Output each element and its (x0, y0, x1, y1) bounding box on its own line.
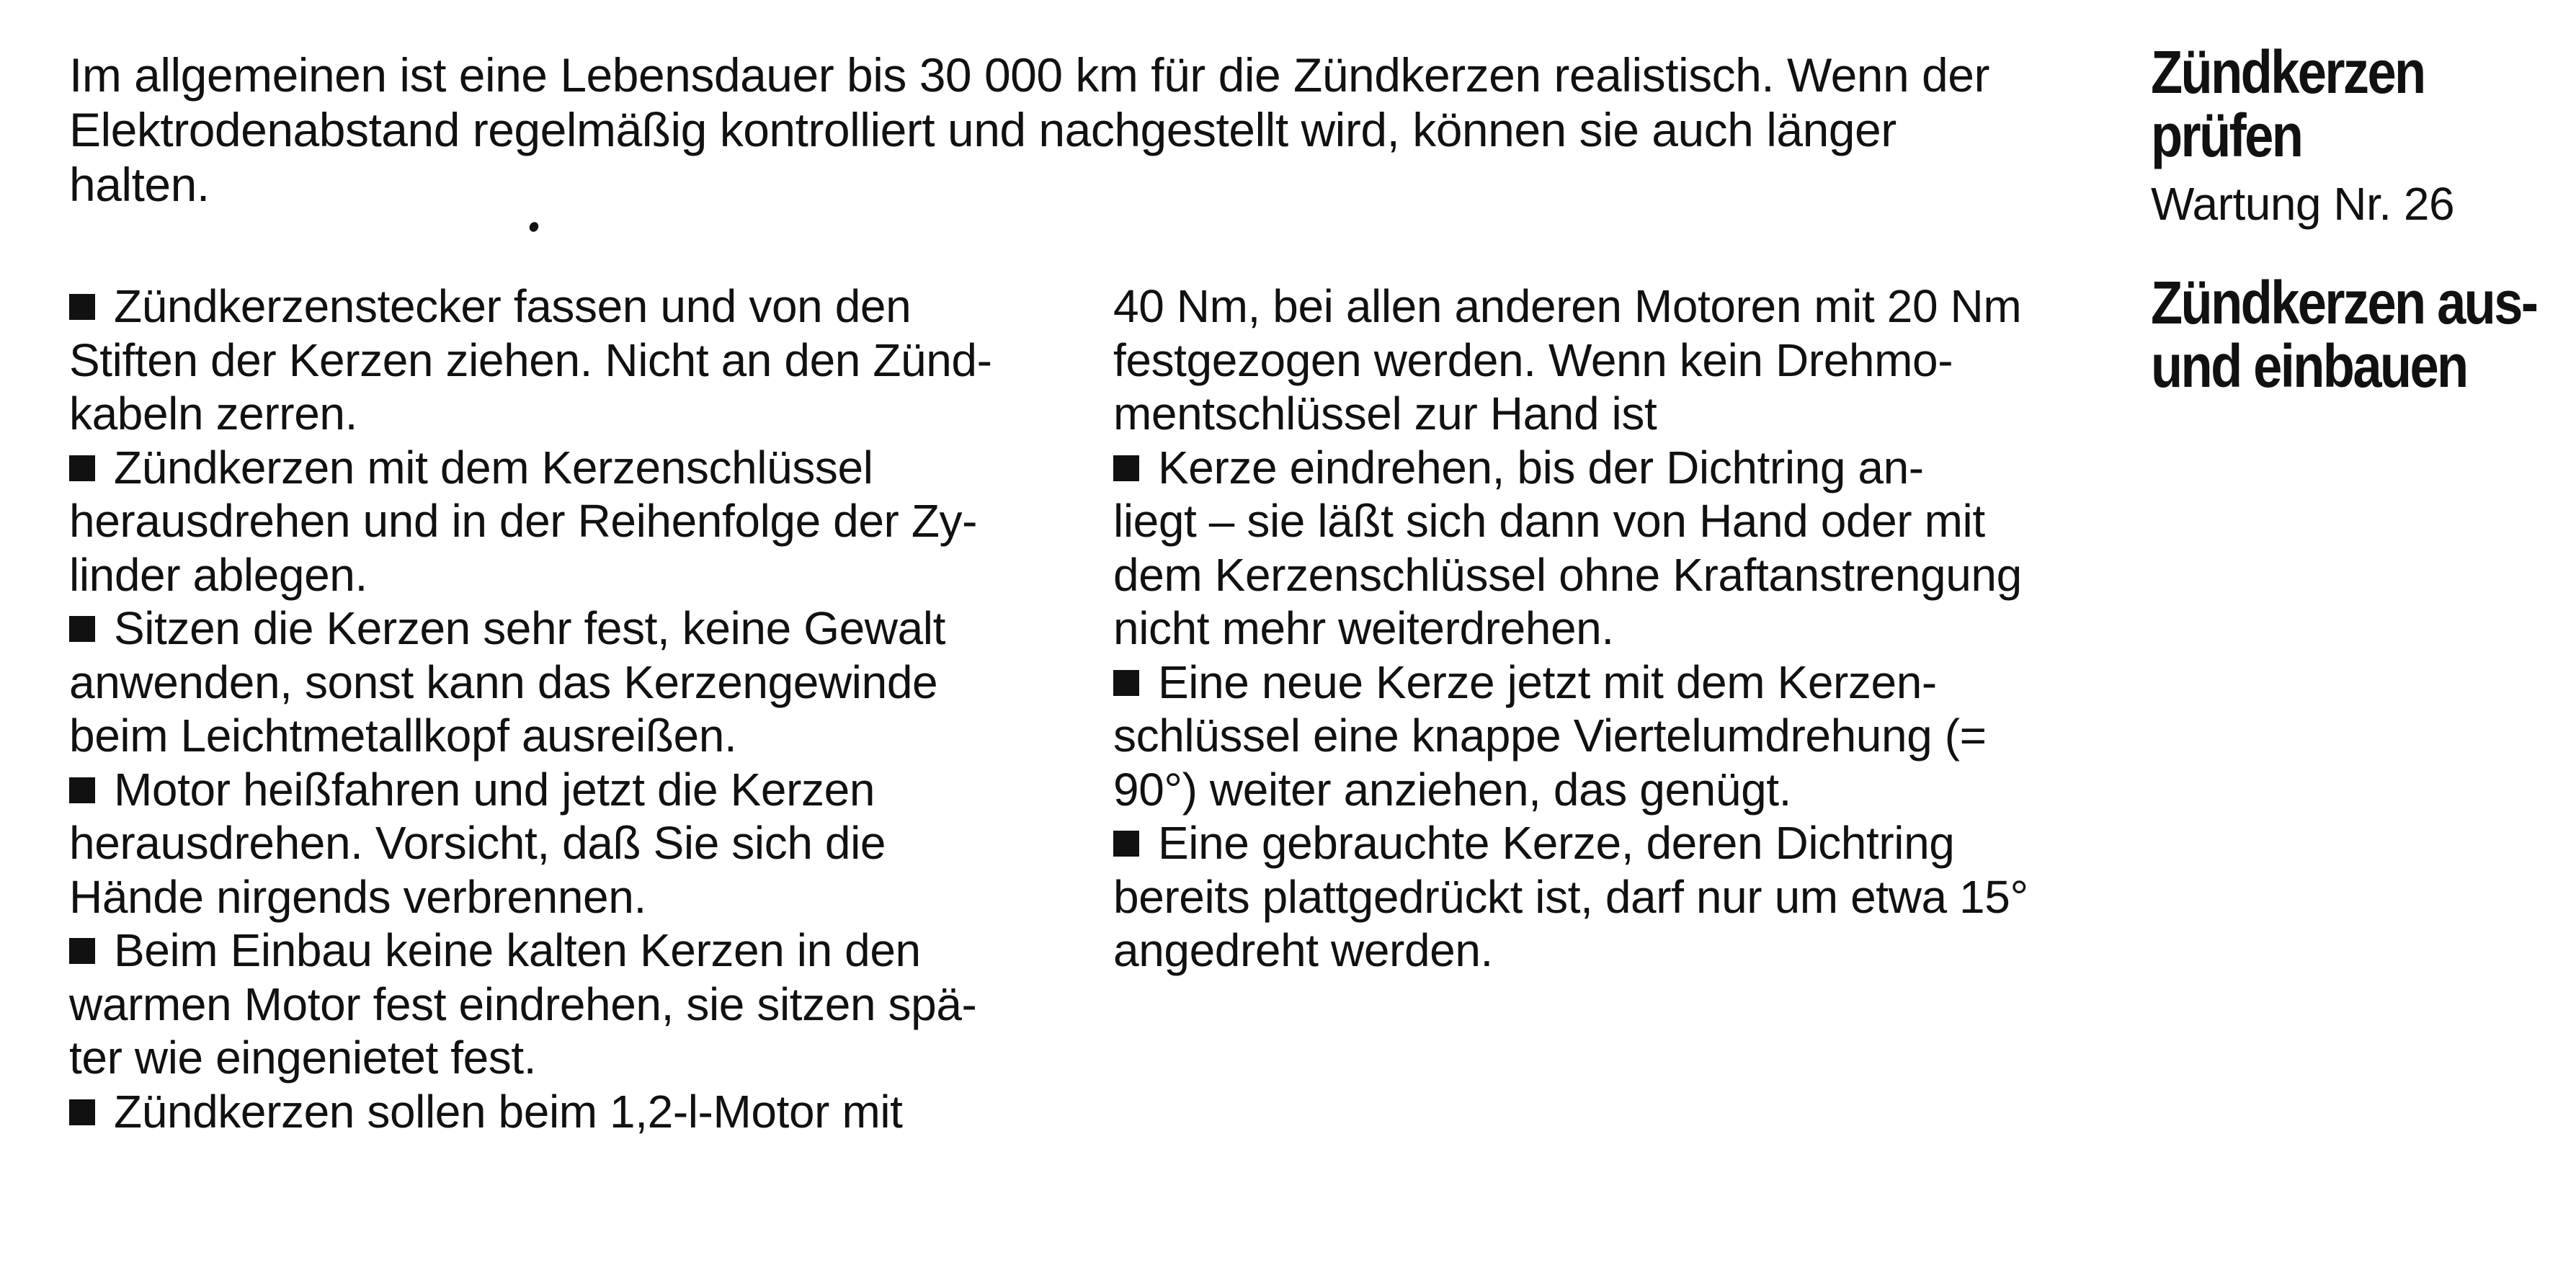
square-bullet-icon (1113, 455, 1139, 481)
section-heading (2151, 40, 2498, 167)
square-bullet-icon (1113, 831, 1139, 857)
right-column (1113, 280, 2082, 978)
list-item-line: dem Kerzenschlüssel ohne Kraftanstrengung (1113, 548, 2022, 601)
list-item-line: Hände nirgends verbrennen. (69, 870, 646, 923)
paragraph-line: mentschlüssel zur Hand ist (1113, 388, 1657, 439)
list-item (69, 441, 1038, 602)
square-bullet-icon (69, 616, 95, 642)
square-bullet-icon (69, 938, 95, 964)
list-item-line: kabeln zerren. (69, 388, 357, 439)
square-bullet-icon (69, 455, 95, 481)
heading-line: und einbauen (2151, 332, 2467, 400)
list-item (69, 280, 1038, 441)
list-item-line: angedreht werden. (1113, 924, 1493, 976)
heading-line: Zündkerzen (2151, 38, 2425, 106)
list-item (69, 602, 1038, 763)
section-subtitle: Wartung Nr. 26 (2151, 178, 2455, 230)
square-bullet-icon (69, 777, 95, 803)
list-item (69, 924, 1038, 1085)
list-item-line: 90°) weiter anziehen, das genügt. (1113, 763, 1792, 816)
list-item-line: bereits plattgedrückt ist, darf nur um etwa 15° (1113, 870, 2028, 923)
paragraph-line: 40 Nm, bei allen anderen Motoren mit 20 Nm (1113, 280, 2022, 332)
list-item-line: liegt – sie läßt sich dann von Hand oder mit (1113, 495, 1985, 547)
list-item-line: schlüssel eine knappe Viertelumdrehung (= (1113, 710, 1987, 761)
list-item-line: Stiften der Kerzen ziehen. Nicht an den Zünd- (69, 334, 992, 386)
heading-line: Zündkerzen aus- (2151, 269, 2537, 336)
intro-paragraph (69, 48, 2080, 212)
intro-line: Im allgemeinen ist eine Lebensdauer bis 30 000 km für die Zündkerzen realistisch. Wenn der (69, 48, 1989, 102)
intro-line: Elektrodenabstand regelmäßig kontrolliert und nachgestellt wird, können sie auch länger (69, 103, 1897, 156)
list-item (1113, 816, 2082, 978)
list-item-line: warmen Motor fest eindrehen, sie sitzen spä- (69, 978, 977, 1030)
section-heading (2151, 269, 2537, 400)
list-item-line: Eine neue Kerze jetzt mit dem Kerzen- (1158, 656, 1937, 708)
list-item-line: nicht mehr weiterdrehen. (1113, 602, 1614, 654)
list-item-line: beim Leichtmetallkopf ausreißen. (69, 710, 737, 761)
list-item-line: Motor heißfahren und jetzt die Kerzen (114, 763, 875, 816)
list-item (1113, 656, 2082, 817)
list-item-line: Sitzen die Kerzen sehr fest, keine Gewalt (114, 602, 945, 654)
square-bullet-icon (1113, 670, 1139, 696)
list-item-line: herausdrehen. Vorsicht, daß Sie sich die (69, 817, 886, 869)
paragraph-line: festgezogen werden. Wenn kein Drehmo- (1113, 334, 1953, 386)
continued-paragraph (1113, 280, 2082, 441)
list-item-line: Zündkerzen sollen beim 1,2-l-Motor mit (114, 1085, 903, 1138)
list-item-line: ter wie eingenietet fest. (69, 1032, 537, 1084)
list-item (1113, 441, 2082, 656)
left-column (69, 280, 1038, 1138)
list-item-line: Beim Einbau keine kalten Kerzen in den (114, 924, 921, 976)
square-bullet-icon (69, 294, 95, 320)
intro-line: halten. (69, 158, 210, 211)
print-speck (527, 220, 540, 233)
heading-line: prüfen (2151, 102, 2302, 169)
list-item-line: herausdrehen und in der Reihenfolge der Zy- (69, 495, 978, 547)
list-item-line: Kerze eindrehen, bis der Dichtring an- (1158, 441, 1924, 493)
list-item-line: Zündkerzen mit dem Kerzenschlüssel (114, 441, 873, 493)
sidebar (2151, 40, 2554, 398)
square-bullet-icon (69, 1099, 95, 1125)
list-item (69, 1085, 1038, 1139)
list-item (69, 763, 1038, 924)
list-item-line: Eine gebrauchte Kerze, deren Dichtring (1158, 817, 1955, 869)
list-item-line: Zündkerzenstecker fassen und von den (114, 280, 912, 332)
list-item-line: linder ablegen. (69, 548, 367, 601)
list-item-line: anwenden, sonst kann das Kerzengewinde (69, 656, 938, 708)
